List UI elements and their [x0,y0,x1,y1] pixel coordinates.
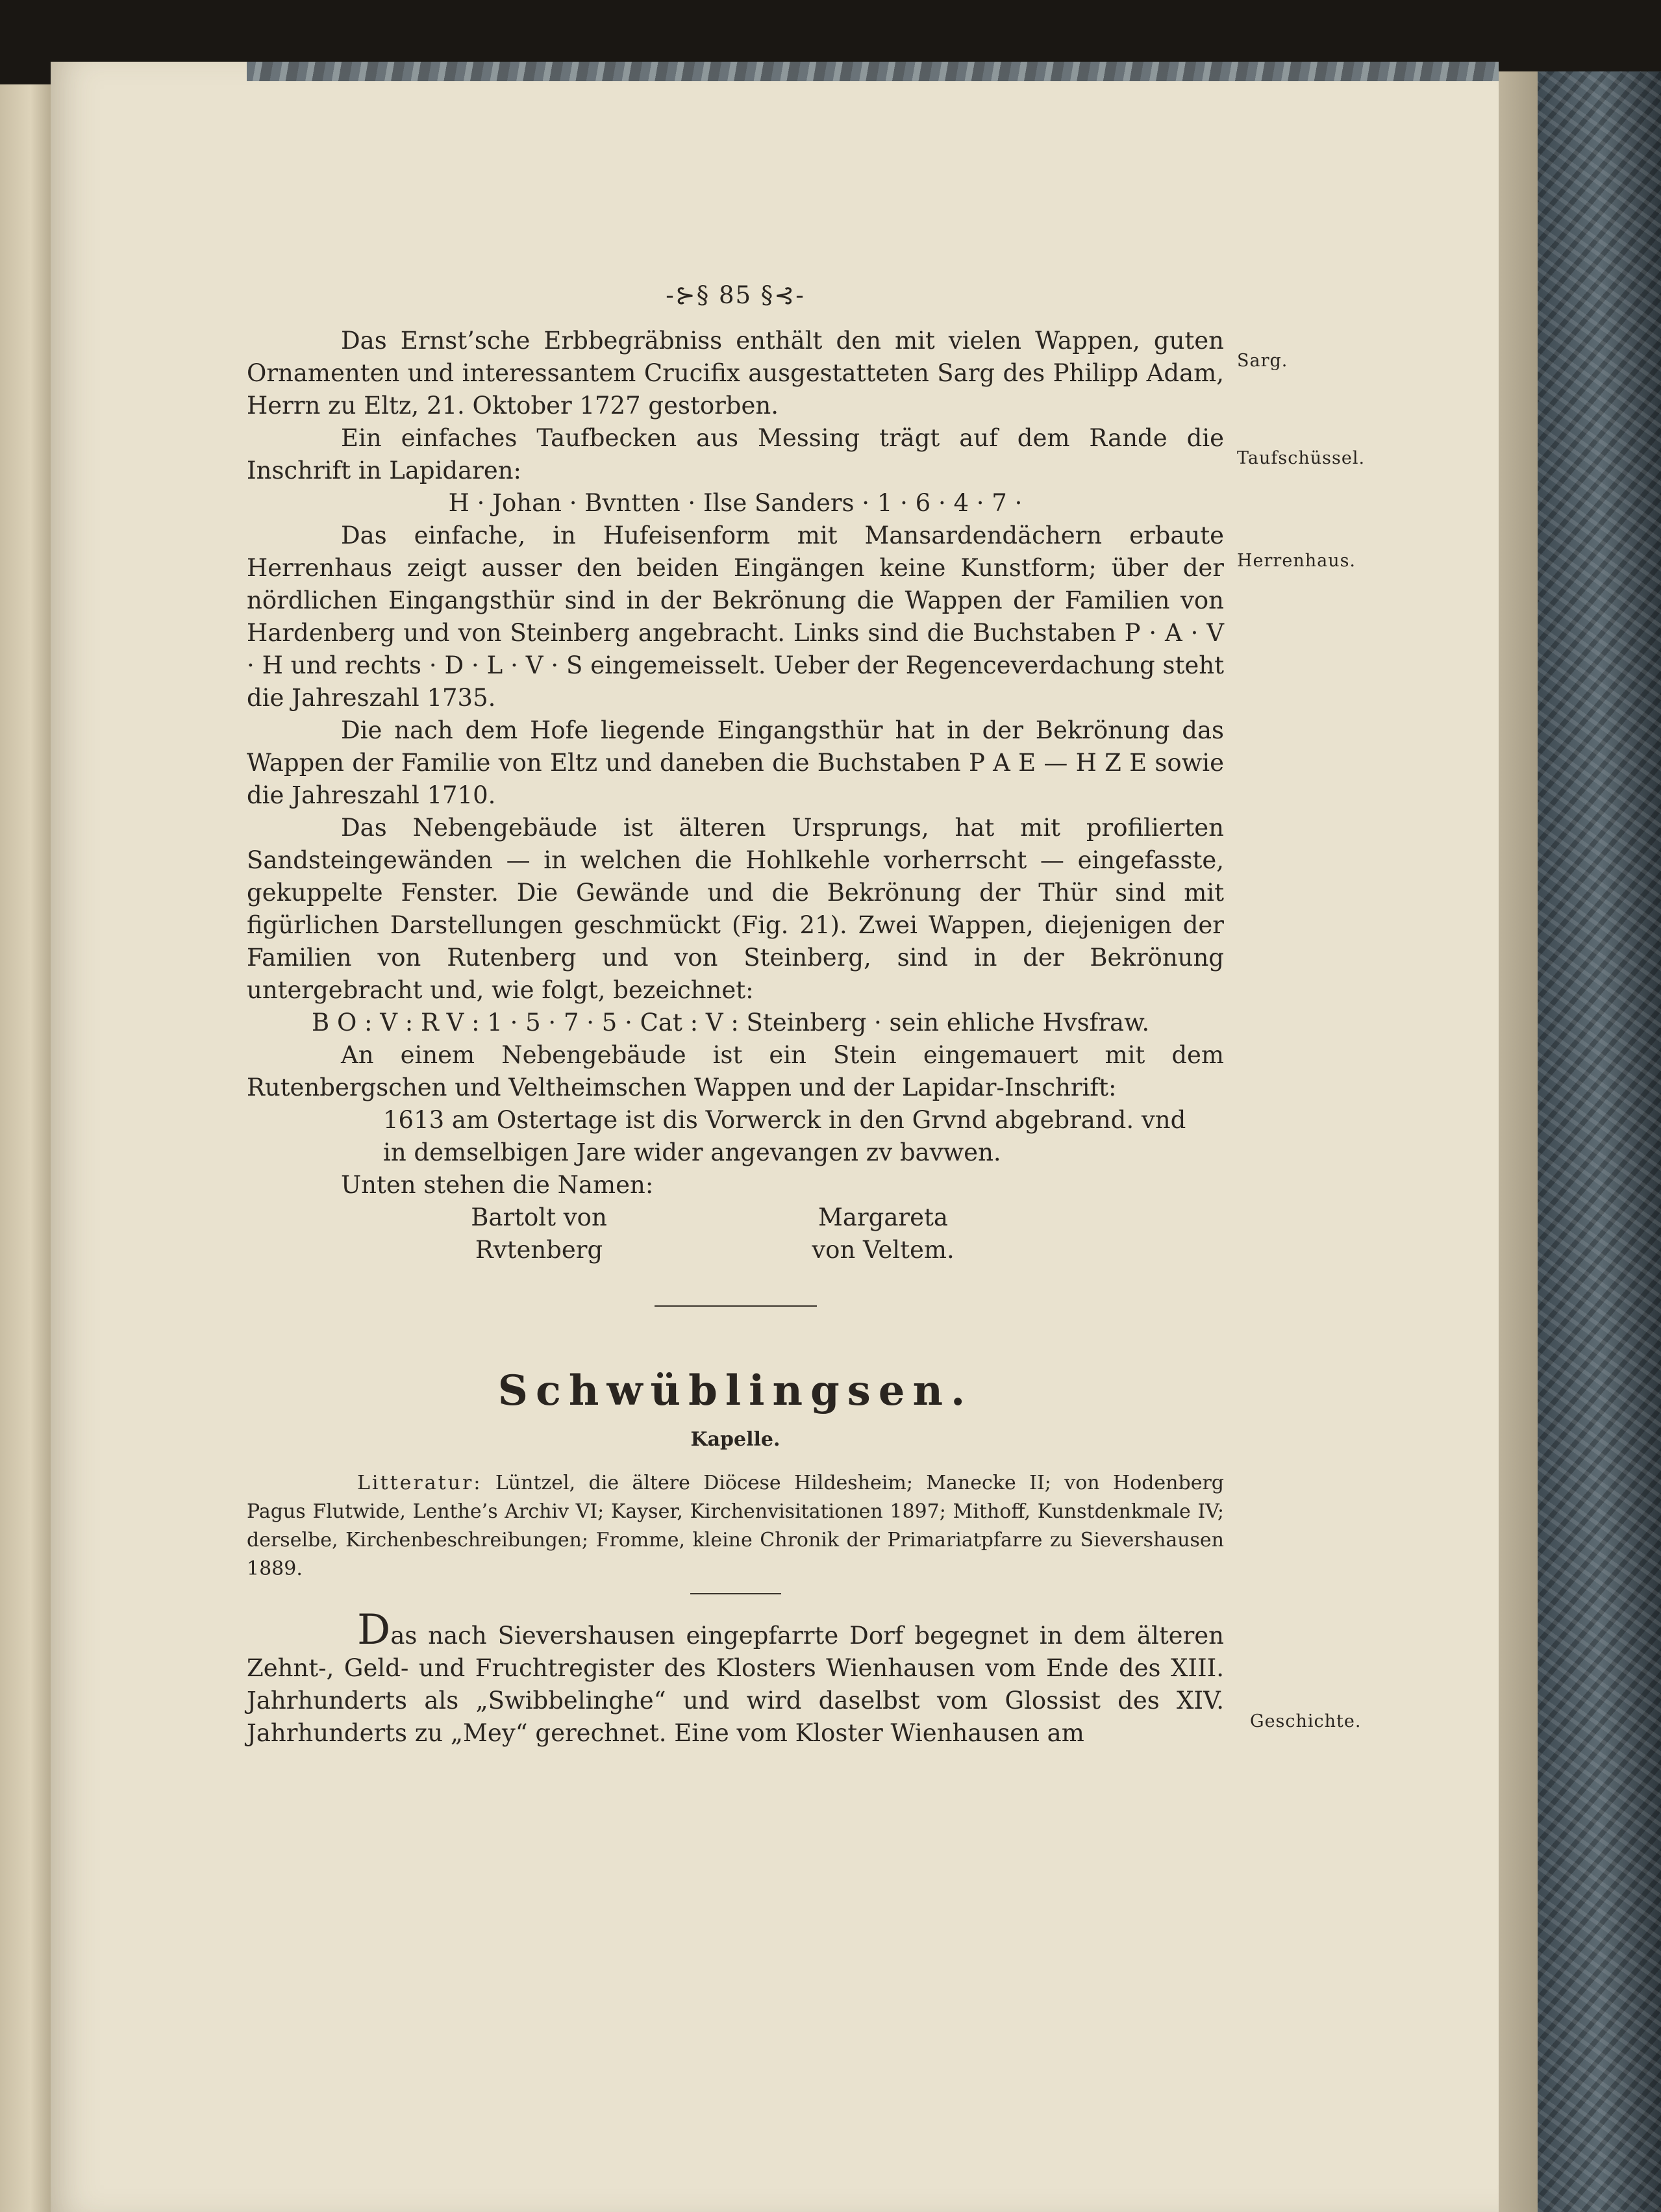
marbled-endpaper [1538,71,1661,2212]
section-title: Schwüblingsen. [497,1366,973,1415]
margin-note-geschichte: Geschichte. [1250,1711,1362,1731]
page-top-edge [247,62,1499,81]
inscription-line-1: 1613 am Ostertage ist dis Vorwerck in den Grvnd abgebrand. vnd [383,1106,1186,1134]
paragraph-3: Das einfache, in Hufeisenform mit Mansardendächern erbaute Herrenhaus zeigt ausser den beiden Eingängen keine Kunstform; über der nördlichen Eingangsthür sind in der Bekrönung die Wappen der Familien von Hardenberg und von Steinberg angebracht. Links sind die Buchstaben P · A · V · H und rechts · D · L · V · S eingemeisselt. Ueber der Regenceverdachung steht die Jahreszahl 1735. [247,522,1224,712]
inscription-taufbecken: H · Johan · Bvntten · Ilse Sanders · 1 · 6 · 4 · 7 · [448,489,1023,517]
book-cover-edge [1499,71,1538,2212]
margin-note-taufschuessel: Taufschüssel. [1237,448,1366,468]
left-page-edge [0,84,51,2212]
name-left-2: Rvtenberg [475,1236,603,1264]
margin-note-sarg: Sarg. [1237,351,1288,371]
section-subtitle: Kapelle. [690,1428,781,1451]
drop-cap: D [357,1606,391,1654]
paragraph-4: Die nach dem Hofe liegende Eingangsthür hat in der Bekrönung das Wappen der Familie von Eltz und daneben die Buchstaben P A E — H Z E sowie die Jahreszahl 1710. [247,716,1224,809]
paragraph-5: Das Nebengebäude ist älteren Ursprungs, hat mit profilierten Sandsteingewänden — in welchen die Hohlkehle vorherrscht — eingefasste, gekuppelte Fenster. Die Gewände und die Bekrönung der Thür sind mit figürlichen Darstellungen geschmückt (Fig. 21). Zwei Wappen, diejenigen der Familien von Rutenberg und von Steinberg, sind in der Bekrönung untergebracht und, wie folgt, bezeichnet: [247,814,1224,1004]
paragraph-1: Das Ernst’sche Erbbegräbniss enthält den mit vielen Wappen, guten Ornamenten und interessantem Crucifix ausgestatteten Sarg des Philipp Adam, Herrn zu Eltz, 21. Oktober 1727 gestorben. [247,327,1224,420]
section-body: Das nach Sievershausen eingepfarrte Dorf begegnet in dem älteren Zehnt-, Geld- und Fruchtregister des Klosters Wienhausen vom Ende des XIII. Jahrhunderts als „Swibbelinghe“ und wird daselbst vom Glossist des XIV. Jahrhunderts zu „Mey“ gerechnet. Eine vom Kloster Wienhausen am [247,1606,1224,1747]
margin-note-herrenhaus: Herrenhaus. [1237,551,1356,571]
names-block [247,1201,1224,1266]
name-right-1: Margareta [818,1203,948,1231]
paragraph-7: Unten stehen die Namen: [341,1171,654,1199]
inscription-line-2: in demselbigen Jare wider angevangen zv bavwen. [383,1138,1001,1166]
page-number: -⊱§ 85 §⊰- [666,281,805,309]
inscription-nebengebaeude: B O : V : R V : 1 · 5 · 7 · 5 · Cat : V : Steinberg · sein ehliche Hvsfraw. [312,1009,1150,1037]
literature-label: Litteratur: [357,1472,482,1494]
text-block [247,279,1224,1750]
paragraph-6: An einem Nebengebäude ist ein Stein eingemauert mit dem Rutenbergschen und Veltheimschen Wappen und der Lapidar-Inschrift: [247,1041,1224,1101]
literature-note: Litteratur: Lüntzel, die ältere Diöcese Hildesheim; Manecke II; von Hodenberg Pagus Flutwide, Lenthe’s Archiv VI; Kayser, Kirchenvisitationen 1897; Mithoff, Kunstdenkmale IV; derselbe, Kirchenbeschreibungen; Fromme, kleine Chronik der Primariatpfarre zu Sievershausen 1889. [247,1472,1224,1580]
paragraph-2: Ein einfaches Taufbecken aus Messing trägt auf dem Rande die Inschrift in Lapidaren: [247,424,1224,484]
name-left-1: Bartolt von [471,1203,607,1231]
name-right-2: von Veltem. [812,1236,955,1264]
